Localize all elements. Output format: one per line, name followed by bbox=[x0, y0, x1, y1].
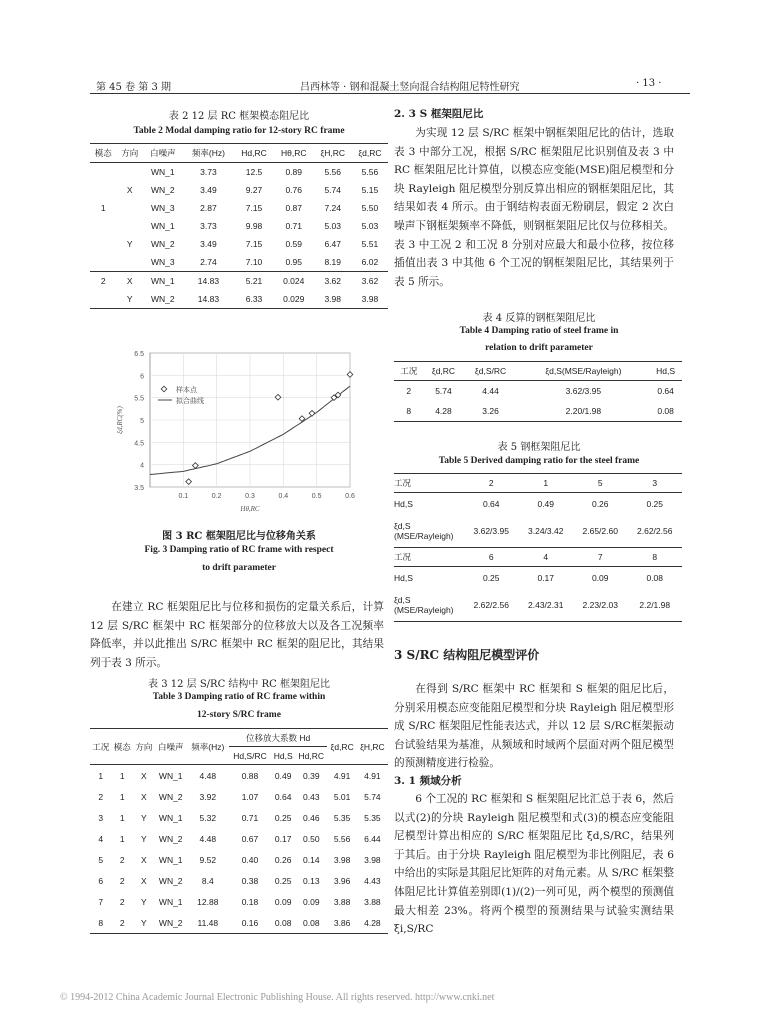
table5-cell: 8 bbox=[652, 552, 658, 562]
table4-header-cell: ξd,S/RC bbox=[474, 366, 507, 376]
table2-cell: 3.98 bbox=[361, 294, 379, 304]
table3-header-cell: 模态 bbox=[113, 741, 131, 752]
table2-cell bbox=[90, 163, 116, 182]
figure3-caption-en-1: Fig. 3 Damping ratio of RC frame with respect bbox=[144, 545, 334, 555]
table2-cell bbox=[116, 217, 142, 235]
table5-cell: 0.17 bbox=[537, 573, 555, 583]
table5-label-cell: Hd,S bbox=[394, 573, 413, 583]
table3-header-cell: 方向 bbox=[135, 741, 153, 752]
table4-header-cell: 工况 bbox=[400, 366, 418, 376]
figure3-caption-cn: 图 3 RC 框架阻尼比与位移角关系 bbox=[162, 531, 316, 542]
table2-header-cell: ξd,RC bbox=[358, 148, 382, 158]
table2-cell: 6.47 bbox=[324, 239, 341, 249]
table2-cell: 5.51 bbox=[361, 239, 379, 249]
table3-cell: 5.01 bbox=[333, 791, 351, 802]
table4-cell: 4.28 bbox=[435, 406, 452, 416]
table2-cell: 3.49 bbox=[200, 185, 217, 195]
section-2-3-paragraph: 为实现 12 层 S/RC 框架中钢框架阻尼比的估计，选取表 3 中部分工况，根据 S/RC 框架阻尼比识别值及表 3 中 RC 框架阻尼比计算值，以模态应变能(MSE)阻尼模型和分块 Rayleigh 阻尼模型分别反算出相应的钢框架阻尼比，其结果如表 4 所示。由于钢结构表面无粉刷层，假定 2 次白噪声下钢框架频率不降低，则钢框架阻尼比仅与位移相关。表 3 中工况 2 和工况 8 分别对应最大和最小位移，按位移插值出表 3 中其他 6 个工况的钢框架阻尼比，其结果列于表 5 所示。 bbox=[394, 127, 674, 288]
table2-cell: WN_1 bbox=[151, 221, 175, 231]
table5-cell: 2.43/2.31 bbox=[528, 600, 564, 610]
table3-cell: X bbox=[140, 770, 147, 781]
table5-cell: 4 bbox=[543, 552, 549, 562]
table4-header-cell: ξd,RC bbox=[431, 366, 456, 376]
table2-header-cell: Hθ,RC bbox=[280, 148, 307, 158]
table3-cell: 0.71 bbox=[241, 812, 259, 823]
table2-cell: 2 bbox=[100, 276, 106, 286]
table3-cell: 0.64 bbox=[274, 791, 292, 802]
table2-cell: 6.33 bbox=[245, 294, 263, 304]
table2-cell: X bbox=[126, 276, 133, 286]
table3-cell: 0.50 bbox=[303, 833, 320, 844]
table5-h-row-a bbox=[394, 493, 682, 516]
table3-cell: 4.43 bbox=[364, 875, 381, 886]
table3-cell: 11.48 bbox=[197, 917, 219, 928]
table3-cell: 9.52 bbox=[199, 854, 217, 865]
table2-cell: 0.76 bbox=[285, 185, 302, 195]
table2-cell: 14.83 bbox=[197, 294, 220, 304]
table3-cell: 0.40 bbox=[241, 854, 259, 865]
table3-cell: X bbox=[140, 875, 147, 886]
table3-cell: 5.35 bbox=[333, 812, 351, 823]
table2-cell: 5.15 bbox=[361, 185, 379, 195]
table5-caption-cn: 表 5 钢框架阻尼比 bbox=[497, 442, 581, 453]
table3-cell: WN_2 bbox=[158, 833, 183, 844]
x-tick-label: 0.4 bbox=[278, 493, 289, 500]
page-number: · 13 · bbox=[636, 78, 662, 89]
table3-cell: WN_2 bbox=[158, 917, 183, 928]
table2-cell: 5.03 bbox=[361, 221, 379, 231]
table4-caption-en-2: relation to drift parameter bbox=[485, 343, 593, 353]
table3-cell: WN_1 bbox=[158, 770, 183, 781]
table2-cell: WN_2 bbox=[151, 185, 175, 195]
table2-row bbox=[90, 181, 388, 199]
table2-cell: 3.49 bbox=[200, 239, 217, 249]
left-paragraph: 在建立 RC 框架阻尼比与位移和损伤的定量关系后，计算 12 层 S/RC 框架中 RC 框架部分的位移放大以及各工况频率降低率，并以此推出 S/RC 框架中 RC 框架的阻尼比，其结果列于表 3 所示。 bbox=[90, 601, 384, 669]
table2-row bbox=[90, 217, 388, 235]
table2-cell: 3.73 bbox=[200, 221, 217, 231]
table3-cell: 2 bbox=[98, 791, 104, 802]
table5-label-cell: 工况 bbox=[394, 552, 412, 562]
table2-cell: WN_1 bbox=[151, 276, 175, 286]
section-3-title: 3 S/RC 结构阻尼模型评价 bbox=[394, 648, 540, 662]
table2-row bbox=[90, 290, 388, 309]
table3-cell: 2 bbox=[119, 854, 125, 865]
table2-header-cell: 模态 bbox=[94, 148, 112, 158]
table3-header-cell: 频率(Hz) bbox=[191, 741, 225, 752]
table3-cell: 1 bbox=[119, 791, 125, 802]
table3-cell: 4.48 bbox=[199, 833, 217, 844]
table2-cell bbox=[90, 217, 116, 235]
table2-cell: X bbox=[126, 185, 133, 195]
table4-cell: 0.08 bbox=[657, 406, 674, 416]
table3-header-cell: Hd,S/RC bbox=[233, 750, 267, 761]
table3-cell: 2 bbox=[119, 875, 125, 886]
table3-cell: 0.43 bbox=[303, 791, 320, 802]
x-axis-label: Hθ,RC bbox=[240, 505, 260, 513]
table2 bbox=[90, 143, 388, 309]
table3-cell: 1 bbox=[119, 812, 125, 823]
table2-cell: 5.56 bbox=[361, 167, 379, 177]
table2-row bbox=[90, 272, 388, 291]
table2-cell: 0.95 bbox=[285, 257, 302, 267]
table4-cell: 8 bbox=[406, 406, 412, 416]
table4-cell: 2 bbox=[406, 386, 412, 396]
table5-cell: 0.64 bbox=[482, 499, 500, 509]
table4-header-row bbox=[394, 362, 682, 381]
table5-label-sub: (MSE/Rayleigh) bbox=[394, 531, 454, 541]
y-tick-label: 4.5 bbox=[134, 440, 144, 448]
table3-row bbox=[90, 912, 388, 934]
table2-cell bbox=[116, 253, 142, 272]
y-axis-label: ξd,RC(%) bbox=[116, 406, 124, 434]
table5-cell: 3.62/3.95 bbox=[473, 526, 509, 536]
table2-cell: 6.02 bbox=[361, 257, 379, 267]
table2-cell: 7.15 bbox=[245, 239, 263, 249]
table5-cell: 6 bbox=[488, 552, 494, 562]
table5-label-cell: Hd,S bbox=[394, 499, 413, 509]
table2-cell: 3.98 bbox=[324, 294, 341, 304]
table5-cell: 3 bbox=[652, 478, 658, 488]
table3-cell: 6.44 bbox=[364, 833, 381, 844]
table3-cell: 3.96 bbox=[333, 875, 351, 886]
table3-cell: 7 bbox=[98, 896, 104, 907]
table4-cell: 3.26 bbox=[482, 406, 499, 416]
table5-label-sub: (MSE/Rayleigh) bbox=[394, 605, 454, 615]
table3-header-row bbox=[90, 729, 388, 747]
table3-caption-en-1: Table 3 Damping ratio of RC frame within bbox=[152, 692, 326, 702]
table2-cell: 0.71 bbox=[285, 221, 302, 231]
table3-cell: 0.08 bbox=[274, 917, 292, 928]
x-tick-label: 0.3 bbox=[245, 493, 255, 500]
table3-caption-en-2: 12-story S/RC frame bbox=[197, 710, 281, 720]
table4-caption-en-1: Table 4 Damping ratio of steel frame in bbox=[459, 326, 619, 336]
table2-cell: 9.27 bbox=[245, 185, 263, 195]
table3-cell: 5.35 bbox=[364, 812, 381, 823]
table2-cell: 7.15 bbox=[245, 203, 263, 213]
table3-header-cell: 工况 bbox=[92, 741, 110, 752]
table5-cell: 2.65/2.60 bbox=[582, 526, 618, 536]
table5-cell: 2.2/1.98 bbox=[639, 600, 671, 610]
figure3-caption-en-2: to drift parameter bbox=[202, 563, 276, 573]
table2-cell: 5.50 bbox=[361, 203, 379, 213]
table5-label-cell: ξd,S (MSE/Rayleigh) bbox=[394, 521, 454, 541]
table5-xi-row-a bbox=[394, 515, 682, 548]
table2-cell: 8.19 bbox=[324, 257, 341, 267]
table3-header-cell: 白噪声 bbox=[157, 741, 184, 752]
section-3-1-title: 3. 1 频域分析 bbox=[394, 775, 462, 787]
table5-cell: 5 bbox=[597, 478, 603, 488]
table3-caption-cn: 表 3 12 层 S/RC 结构中 RC 框架阻尼比 bbox=[148, 679, 330, 690]
table3-cell: Y bbox=[140, 917, 147, 928]
table5-case-row-b bbox=[394, 548, 682, 567]
table3-cell: 0.38 bbox=[241, 875, 259, 886]
table2-header-row bbox=[90, 144, 388, 163]
table2-cell: 5.03 bbox=[324, 221, 341, 231]
table4-cell: 5.74 bbox=[435, 386, 452, 396]
table3-cell: 0.39 bbox=[303, 770, 320, 781]
table3-cell: 3.98 bbox=[333, 854, 351, 865]
table2-cell: 2.87 bbox=[200, 203, 217, 213]
x-tick-label: 0.6 bbox=[345, 493, 355, 500]
table4-row bbox=[394, 381, 682, 402]
table3-cell: 0.09 bbox=[303, 896, 320, 907]
table4 bbox=[394, 361, 682, 422]
header-rule bbox=[90, 93, 690, 94]
table5-cell: 0.09 bbox=[591, 573, 609, 583]
table2-cell: 2.74 bbox=[200, 257, 217, 267]
table2-cell: 1 bbox=[100, 203, 106, 213]
table3-cell: 0.25 bbox=[274, 875, 292, 886]
section-3-paragraph: 在得到 S/RC 框架中 RC 框架和 S 框架的阻尼比后，分别采用模态应变能阻尼模型和分块 Rayleigh 阻尼模型形成 S/RC 框架阻尼性能表达式，并以 12 层 S/RC框架振动台试验结果为基准，从频域和时域两个层面对两个阻尼模型的预测精度进行检验。 bbox=[394, 683, 674, 770]
table2-cell: 5.56 bbox=[324, 167, 341, 177]
table5-cell: 0.49 bbox=[537, 499, 555, 509]
table3-cell: 0.46 bbox=[303, 812, 320, 823]
table3-row bbox=[90, 870, 388, 891]
table3-cell: 3 bbox=[98, 812, 104, 823]
table5-cell: 2.23/2.03 bbox=[582, 600, 618, 610]
table3-cell: 8.4 bbox=[201, 875, 214, 886]
table2-cell: 3.73 bbox=[200, 167, 217, 177]
table3-cell: 4.48 bbox=[199, 770, 217, 781]
table3-row bbox=[90, 765, 388, 787]
table5 bbox=[394, 473, 682, 622]
table4-cell: 4.44 bbox=[482, 386, 499, 396]
section-2-3-title: 2. 3 S 框架阻尼比 bbox=[394, 108, 484, 120]
table3-cell: 0.88 bbox=[241, 770, 259, 781]
table2-cell: 5.21 bbox=[245, 276, 263, 286]
table3 bbox=[90, 728, 388, 934]
table3-cell: 0.13 bbox=[303, 875, 320, 886]
table3-cell: 0.67 bbox=[241, 833, 259, 844]
table2-cell bbox=[116, 163, 142, 182]
y-tick-label: 6 bbox=[140, 373, 144, 381]
table3-row bbox=[90, 807, 388, 828]
table5-cell: 2.62/2.56 bbox=[637, 526, 673, 536]
table5-cell: 0.25 bbox=[646, 499, 664, 509]
y-tick-label: 3.5 bbox=[134, 485, 144, 492]
x-tick-label: 0.2 bbox=[211, 493, 222, 500]
table2-cell bbox=[90, 181, 116, 199]
table2-cell: 7.10 bbox=[245, 257, 263, 267]
table3-cell: 0.17 bbox=[274, 833, 292, 844]
table2-cell: 14.83 bbox=[197, 276, 220, 286]
table2-cell: 0.024 bbox=[283, 276, 305, 286]
table3-cell: WN_2 bbox=[158, 791, 183, 802]
table2-cell: WN_1 bbox=[151, 167, 175, 177]
table3-cell: 1 bbox=[119, 770, 125, 781]
table3-cell: 4.91 bbox=[333, 770, 351, 781]
legend-points-label: 样本点 bbox=[176, 386, 197, 394]
table3-cell: 12.88 bbox=[197, 896, 219, 907]
table2-cell: 0.87 bbox=[285, 203, 302, 213]
table3-cell: 2 bbox=[119, 896, 125, 907]
table3-cell: WN_2 bbox=[158, 875, 183, 886]
table3-cell: 0.49 bbox=[274, 770, 292, 781]
y-tick-label: 6.5 bbox=[134, 351, 144, 358]
table3-header-cell: ξH,RC bbox=[360, 741, 385, 752]
table3-cell: 2 bbox=[119, 917, 125, 928]
table2-cell: WN_2 bbox=[151, 239, 175, 249]
table3-cell: WN_1 bbox=[158, 854, 183, 865]
table3-cell: 5.56 bbox=[333, 833, 351, 844]
table3-cell: 0.14 bbox=[303, 854, 320, 865]
table3-cell: 1 bbox=[119, 833, 125, 844]
table2-cell: 9.98 bbox=[245, 221, 263, 231]
table2-row bbox=[90, 235, 388, 253]
journal-volume: 第 45 卷 第 3 期 bbox=[96, 82, 171, 93]
table2-caption-en: Table 2 Modal damping ratio for 12-story RC frame bbox=[133, 126, 345, 136]
table5-h-row-b bbox=[394, 567, 682, 590]
table3-cell: 0.16 bbox=[241, 917, 259, 928]
table3-cell: 5.32 bbox=[199, 812, 217, 823]
table5-cell: 0.26 bbox=[591, 499, 609, 509]
table5-cell: 2.62/2.56 bbox=[473, 600, 509, 610]
table2-row bbox=[90, 199, 388, 217]
table5-cell: 0.25 bbox=[482, 573, 500, 583]
table2-cell: Y bbox=[126, 294, 133, 304]
table5-label-cell: ξd,S (MSE/Rayleigh) bbox=[394, 595, 454, 615]
table5-cell: 7 bbox=[597, 552, 603, 562]
table3-cell: 4.91 bbox=[364, 770, 381, 781]
table3-cell: WN_1 bbox=[158, 812, 183, 823]
y-tick-label: 5.5 bbox=[134, 395, 144, 403]
table2-cell: Y bbox=[126, 239, 133, 249]
table4-cell: 2.20/1.98 bbox=[565, 406, 602, 416]
table3-row bbox=[90, 891, 388, 912]
table2-cell: 0.029 bbox=[283, 294, 305, 304]
table3-cell: 4 bbox=[98, 833, 104, 844]
table2-header-cell: 频率(Hz) bbox=[191, 148, 225, 158]
table3-cell: 3.92 bbox=[199, 791, 217, 802]
table3-cell: 0.26 bbox=[274, 854, 292, 865]
table3-cell: 0.08 bbox=[303, 917, 320, 928]
table2-header-cell: 方向 bbox=[121, 148, 139, 158]
table3-header-cell: Hd,RC bbox=[298, 750, 325, 761]
table3-cell: 0.25 bbox=[274, 812, 292, 823]
table4-row bbox=[394, 401, 682, 422]
table3-cell: 5 bbox=[98, 854, 104, 865]
table3-cell: X bbox=[140, 791, 147, 802]
table5-cell: 0.08 bbox=[646, 573, 664, 583]
table3-cell: WN_1 bbox=[158, 896, 183, 907]
table3-cell: 8 bbox=[98, 917, 104, 928]
table3-cell: 0.09 bbox=[274, 896, 292, 907]
table3-cell: Y bbox=[140, 812, 147, 823]
table2-cell: 5.74 bbox=[324, 185, 341, 195]
running-title: 吕西林等 · 钢和混凝土竖向混合结构阻尼特性研究 bbox=[300, 82, 520, 93]
table2-cell: WN_3 bbox=[151, 257, 175, 267]
table3-cell: Y bbox=[140, 833, 147, 844]
table4-header-cell: Hd,S bbox=[656, 366, 676, 376]
table2-cell: 12.5 bbox=[245, 167, 263, 177]
table2-row bbox=[90, 163, 388, 182]
table4-caption-cn: 表 4 反算的钢框架阻尼比 bbox=[482, 313, 596, 324]
table3-cell: 3.88 bbox=[364, 896, 381, 907]
section-3-1-paragraph: 6 个工况的 RC 框架和 S 框架阻尼比汇总于表 6，然后以式(2)的分块 Rayleigh 阻尼模型和式(3)的模态应变能阻尼模型计算出相应的 S/RC 框架阻尼比 ξd,S/RC，结果列于其后。由于分块 Rayleigh 阻尼模型为非比例阻尼，表 6 中给出的实际是其阻尼比矩阵的对角元素。从 S/RC 框架整体阻尼比计算值差别即(1)/(2)一列可见，两个模型的预测值最大相差 23%。将两个模型的预测结果与试验实测结果 ξi,S/RC bbox=[394, 793, 674, 936]
table2-header-cell: Hd,RC bbox=[241, 148, 267, 158]
table3-header-cell: Hd,S bbox=[273, 750, 293, 761]
table3-cell: X bbox=[140, 854, 147, 865]
table5-caption-en: Table 5 Derived damping ratio for the steel frame bbox=[438, 456, 640, 466]
table4-header-cell: ξd,S(MSE/Rayleigh) bbox=[545, 366, 622, 376]
table5-label-cell: 工况 bbox=[394, 478, 412, 488]
table3-group-header: 位移放大系数 Hd bbox=[229, 729, 328, 747]
table2-cell bbox=[90, 253, 116, 272]
table3-cell: 5.74 bbox=[364, 791, 381, 802]
table2-cell: WN_3 bbox=[151, 203, 175, 213]
table2-cell bbox=[116, 199, 142, 217]
table2-header-cell: ξH,RC bbox=[320, 148, 346, 158]
table2-cell bbox=[90, 235, 116, 253]
table3-header-cell: ξd,RC bbox=[330, 741, 354, 752]
table3-cell: Y bbox=[140, 896, 147, 907]
table2-cell bbox=[90, 290, 116, 309]
table5-xi-row-b bbox=[394, 589, 682, 622]
table2-row bbox=[90, 253, 388, 272]
table4-cell: 3.62/3.95 bbox=[565, 386, 602, 396]
table5-cell: 3.24/3.42 bbox=[528, 526, 564, 536]
table2-header-cell: 白噪声 bbox=[150, 148, 176, 158]
table3-row bbox=[90, 849, 388, 870]
table2-cell: 3.62 bbox=[324, 276, 341, 286]
copyright-footer: © 1994-2012 China Academic Journal Electronic Publishing House. All rights reserved. http://www.cnki.net bbox=[60, 992, 495, 1003]
table3-cell: 1.07 bbox=[241, 791, 259, 802]
y-tick-label: 5 bbox=[140, 418, 144, 425]
x-tick-label: 0.5 bbox=[311, 493, 322, 500]
table3-cell: 4.28 bbox=[364, 917, 381, 928]
table3-cell: 3.86 bbox=[333, 917, 351, 928]
table2-cell: 0.59 bbox=[285, 239, 302, 249]
table3-row bbox=[90, 828, 388, 849]
table5-cell: 1 bbox=[543, 478, 549, 488]
y-tick-label: 4 bbox=[140, 462, 144, 470]
table3-cell: 1 bbox=[98, 770, 104, 781]
table2-cell: 7.24 bbox=[324, 203, 341, 213]
table5-cell: 2 bbox=[488, 478, 494, 488]
table2-cell: 3.62 bbox=[361, 276, 379, 286]
table5-case-row-a bbox=[394, 474, 682, 493]
table2-cell: WN_2 bbox=[151, 294, 175, 304]
table3-cell: 3.88 bbox=[333, 896, 351, 907]
table3-cell: 0.18 bbox=[241, 896, 259, 907]
table3-cell: 3.98 bbox=[364, 854, 381, 865]
table2-caption-cn: 表 2 12 层 RC 框架模态阻尼比 bbox=[168, 111, 310, 122]
table3-row bbox=[90, 786, 388, 807]
figure3-chart bbox=[110, 345, 360, 515]
legend-curve-label: 拟合曲线 bbox=[176, 397, 204, 405]
x-tick-label: 0.1 bbox=[178, 493, 189, 500]
table2-cell: 0.89 bbox=[285, 167, 302, 177]
table3-cell: 6 bbox=[98, 875, 104, 886]
table4-cell: 0.64 bbox=[657, 386, 674, 396]
